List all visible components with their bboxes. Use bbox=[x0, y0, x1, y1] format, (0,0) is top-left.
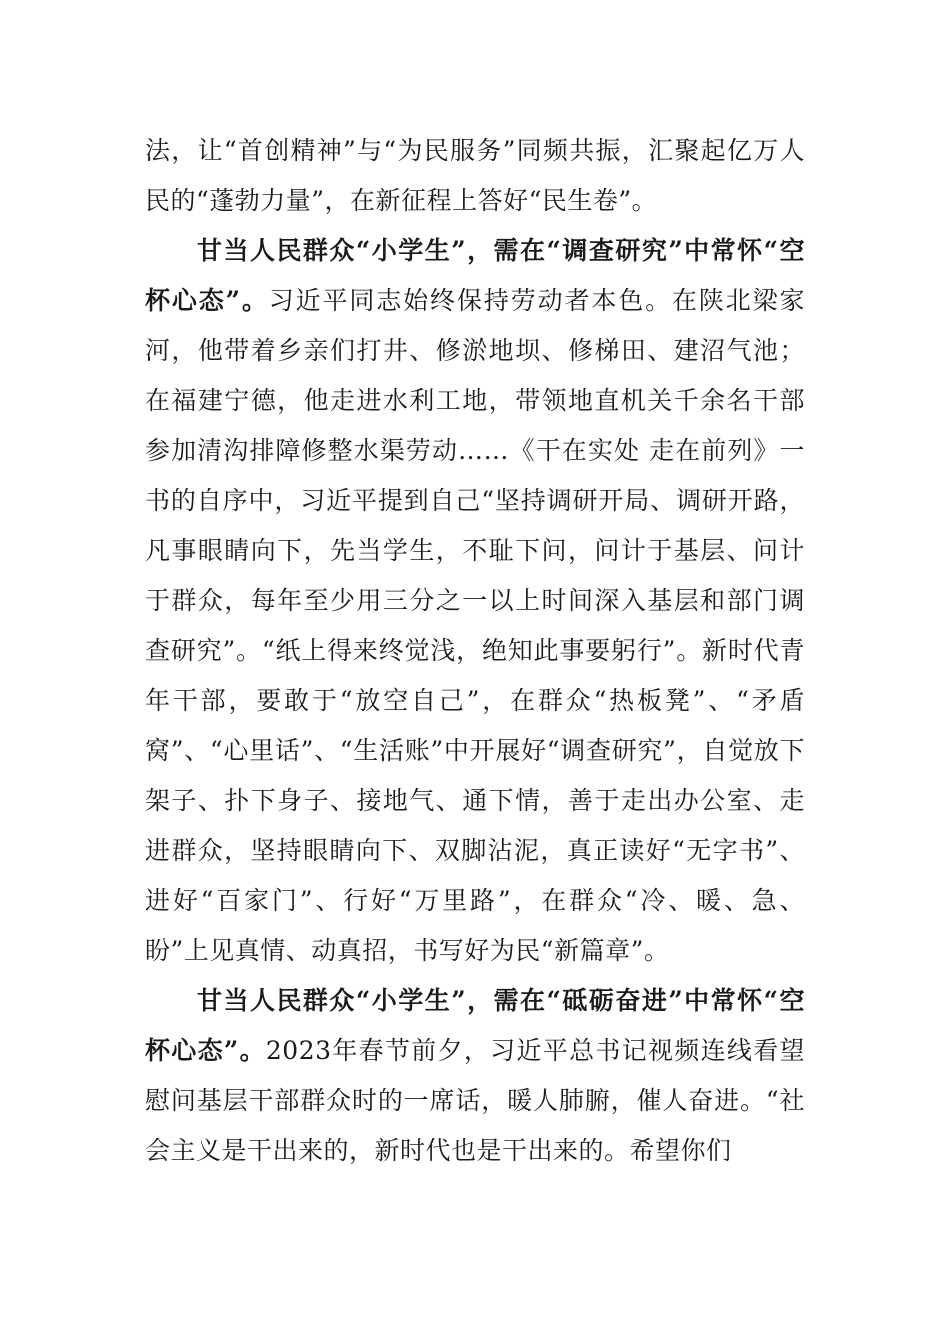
paragraph-text: 法，让“首创精神”与“为民服务”同频共振，汇聚起亿万人民的“蓬勃力量”，在新征程上答好“民生卷”。 bbox=[145, 136, 805, 215]
paragraph-survey-research bbox=[145, 226, 805, 976]
paragraph-text: 习近平同志始终保持劳动者本色。在陕北梁家河，他带着乡亲们打井、修淤地坝、修梯田、建沼气池；在福建宁德，他走进水利工地，带领地直机关千余名干部参加清沟排障修整水渠劳动……《干在实处 走在前列》一书的自序中，习近平提到自己“坚持调研开局、调研开路，凡事眼睛向下，先当学生，不耻下问，问计于基层、问计于群众，每年至少用三分之一以上时间深入基层和部门调查研究”。“纸上得来终觉浅，绝知此事要躬行”。新时代青年干部，要敢于“放空自己”，在群众“热板凳”、“矛盾窝”、“心里话”、“生活账”中开展好“调查研究”，自觉放下架子、扑下身子、接地气、通下情，善于走出办公室、走进群众，坚持眼睛向下、双脚沾泥，真正读好“无字书”、进好“百家门”、行好“万里路”，在群众“冷、暖、急、盼”上见真情、动真招，书写好为民“新篇章”。 bbox=[145, 286, 805, 965]
document-body bbox=[145, 126, 805, 1176]
paragraph-strive-forward bbox=[145, 976, 805, 1176]
paragraph-heading: 甘当人民群众“小学生”，需在“调查研究”中常怀“空杯心态”。 bbox=[145, 236, 805, 315]
paragraph-text: 2023年春节前夕，习近平总书记视频连线看望慰问基层干部群众时的一席话，暖人肺腑，催人奋进。“社会主义是干出来的，新时代也是干出来的。希望你们 bbox=[145, 1036, 805, 1165]
paragraph-heading: 甘当人民群众“小学生”，需在“砥砺奋进”中常怀“空杯心态”。 bbox=[145, 986, 805, 1065]
paragraph-continuation bbox=[145, 126, 805, 226]
